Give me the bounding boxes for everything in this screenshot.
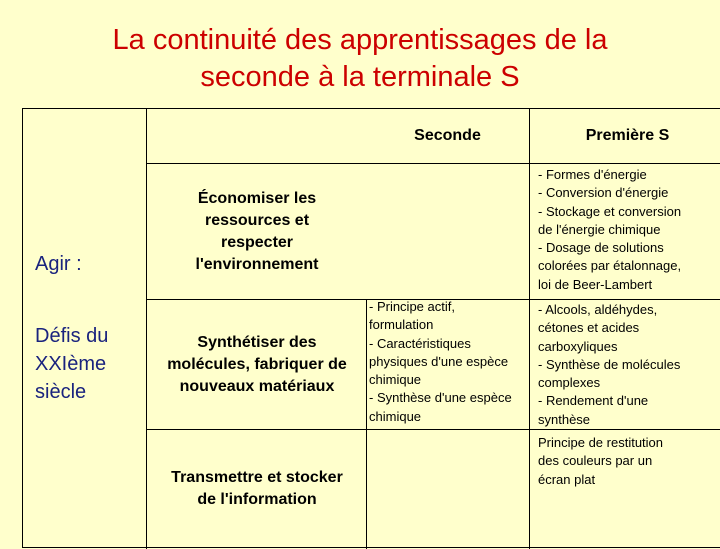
row-label-line: molécules, fabriquer de bbox=[167, 355, 347, 373]
curriculum-table bbox=[22, 108, 720, 548]
page-title bbox=[0, 22, 720, 96]
cell-line: - Dosage de solutions bbox=[538, 240, 664, 256]
header-seconde: Seconde bbox=[414, 127, 481, 144]
row-label-line: respecter bbox=[220, 233, 294, 251]
row-label-line: Synthétiser des bbox=[197, 333, 317, 351]
row-label-line: Transmettre et stocker bbox=[171, 469, 343, 486]
cell-premiere-row-3 bbox=[538, 434, 720, 494]
cell-line: - Formes d'énergie bbox=[538, 167, 647, 182]
cell-line: - Rendement d'une bbox=[538, 393, 649, 409]
cell-line: loi de Beer-Lambert bbox=[538, 276, 653, 292]
row-label-line: ressources et bbox=[204, 211, 310, 229]
cell-line: des couleurs par un bbox=[538, 453, 653, 469]
side-label-line: Défis du bbox=[35, 325, 109, 347]
side-label-line: siècle bbox=[35, 381, 87, 403]
side-label-defis bbox=[35, 319, 145, 409]
cell-line: - Caractéristiques bbox=[369, 335, 471, 351]
cell-line: - Synthèse d'une espèce bbox=[369, 390, 512, 406]
cell-line: chimique bbox=[369, 408, 422, 424]
row-label-transmettre bbox=[147, 449, 367, 529]
cell-line: complexes bbox=[538, 375, 601, 391]
row-label-economiser bbox=[147, 164, 367, 299]
title-line-2: seconde à la terminale S bbox=[200, 61, 520, 93]
cell-line: chimique bbox=[369, 372, 422, 388]
cell-line: - Conversion d'énergie bbox=[538, 185, 669, 201]
side-label-line: XXIème bbox=[35, 353, 107, 375]
cell-line: synthèse bbox=[538, 411, 591, 427]
cell-line: - Stockage et conversion bbox=[538, 203, 682, 219]
cell-line: - Synthèse de molécules bbox=[538, 356, 681, 372]
cell-premiere-row-1 bbox=[538, 166, 720, 298]
cell-line: de l'énergie chimique bbox=[538, 221, 661, 237]
cell-line: formulation bbox=[369, 317, 434, 333]
header-premiere: Première S bbox=[585, 127, 670, 144]
row-label-line: de l'information bbox=[197, 491, 317, 508]
title-line-1: La continuité des apprentissages de la bbox=[112, 24, 608, 56]
cell-line: - Alcools, aldéhydes, bbox=[538, 302, 658, 317]
row-label-synthetiser bbox=[147, 300, 367, 429]
cell-line: carboxyliques bbox=[538, 338, 618, 354]
side-label-agir: Agir : bbox=[35, 253, 82, 275]
cell-line: écran plat bbox=[538, 471, 596, 487]
cell-line: cétones et acides bbox=[538, 320, 640, 336]
cell-line: colorées par étalonnage, bbox=[538, 258, 682, 274]
cell-premiere-row-2 bbox=[538, 301, 720, 429]
cell-seconde-row-2 bbox=[369, 298, 531, 428]
row-label-line: l'environnement bbox=[195, 255, 319, 273]
cell-line: physiques d'une espèce bbox=[369, 353, 509, 369]
cell-line: Principe de restitution bbox=[538, 435, 664, 450]
row-label-line: nouveaux matériaux bbox=[179, 377, 335, 395]
row-label-line: Économiser les bbox=[197, 189, 317, 207]
cell-line: - Principe actif, bbox=[369, 299, 455, 314]
row-divider bbox=[146, 429, 720, 430]
